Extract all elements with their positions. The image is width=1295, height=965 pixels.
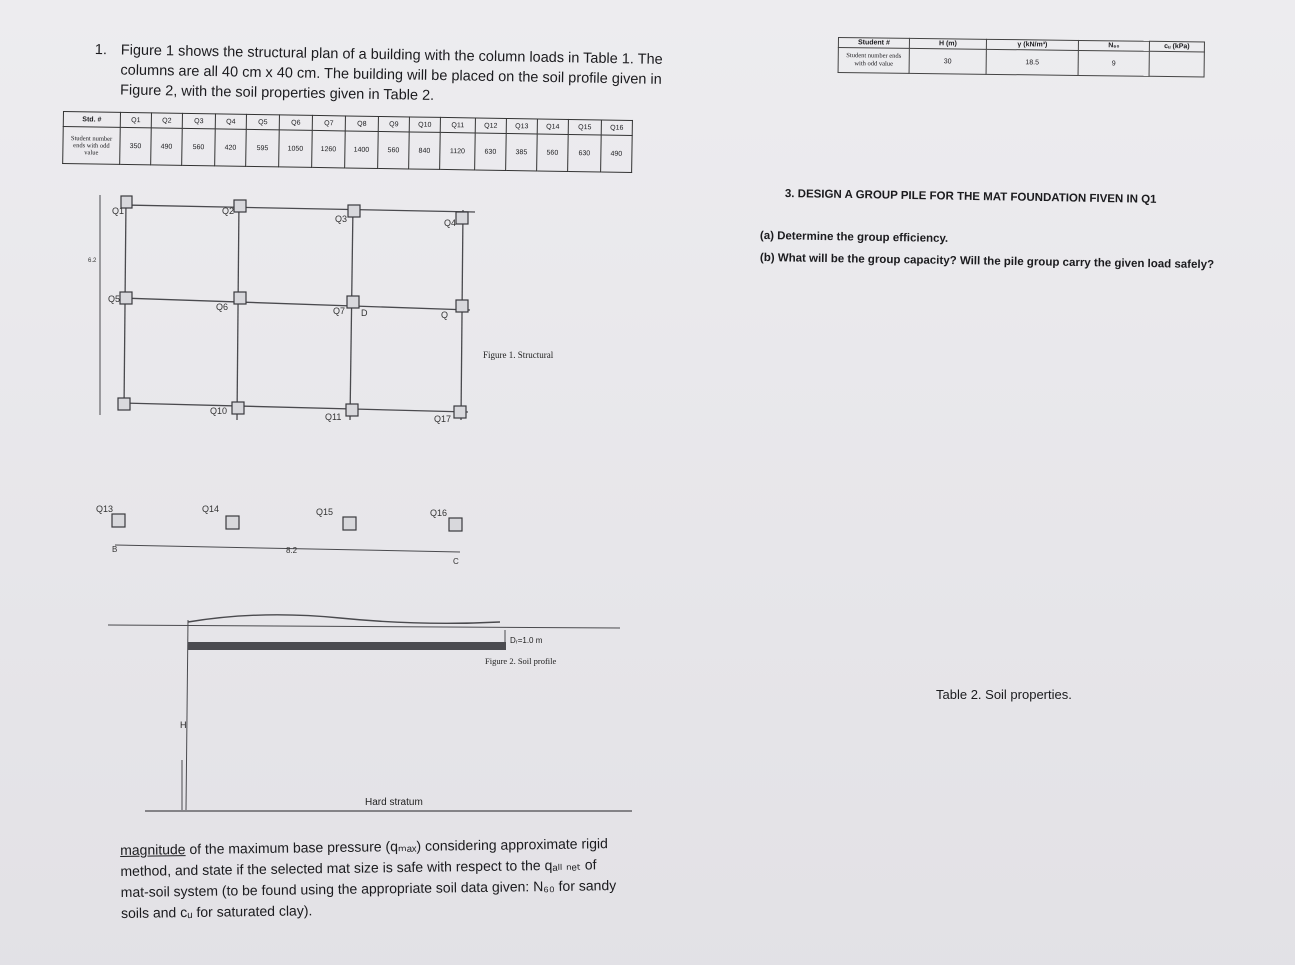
table-2-header: γ (kN/m³) <box>986 39 1078 50</box>
table-1-cell: 350 <box>120 127 152 164</box>
grid-line <box>237 200 239 420</box>
question-number: 1. <box>94 41 108 59</box>
table-1-cell: 560 <box>182 128 216 166</box>
bottom-line-3: mat-soil system (to be found using the appropriate soil data given: N₆₀ for sandy <box>120 877 617 900</box>
bottom-text <box>120 832 661 924</box>
column-marker <box>348 205 360 217</box>
depth-label: Dᵣ=1.0 m <box>510 636 543 645</box>
marker-d: D <box>361 308 368 318</box>
table-2 <box>838 37 1205 77</box>
column-label: Q13 <box>96 504 114 514</box>
column-marker <box>120 292 132 304</box>
dimension-label: 8.2 <box>286 546 298 555</box>
table-1-header: Q8 <box>345 116 378 132</box>
table-2-value-row <box>838 48 1204 77</box>
h-label: H <box>180 720 187 730</box>
table-1-header: Q12 <box>475 118 506 133</box>
column-marker <box>226 516 239 529</box>
table-1-cell: 560 <box>378 131 410 168</box>
hard-stratum-label: Hard stratum <box>365 797 423 808</box>
marker-b: B <box>112 545 118 554</box>
table-1-cell: 560 <box>537 134 569 171</box>
table-1-header: Q9 <box>378 116 409 131</box>
table-1-cell: 1400 <box>345 131 379 169</box>
marker-c: C <box>453 557 459 566</box>
column-marker <box>118 398 130 410</box>
table-1-cell: 490 <box>601 135 633 172</box>
table-1-cell: 1050 <box>279 130 313 168</box>
underlined-word: magnitude <box>120 841 186 858</box>
column-marker <box>456 300 468 312</box>
column-label: Q4 <box>444 218 457 228</box>
column-marker <box>449 518 462 531</box>
column-label: Q <box>441 310 449 320</box>
table-1-cell: 630 <box>475 133 507 170</box>
column-label: Q17 <box>434 414 452 424</box>
column-label: Q14 <box>202 504 220 514</box>
table-1-cell: 420 <box>215 129 247 166</box>
grid-line <box>461 210 463 420</box>
question-3b: (b) What will be the group capacity? Will the pile group carry the given load safely? <box>759 252 1215 272</box>
column-label: Q7 <box>333 306 346 316</box>
table-2-header: Student # <box>838 38 909 49</box>
column-marker <box>112 514 125 527</box>
table-1-header: Q10 <box>409 117 440 132</box>
column-marker <box>346 404 358 416</box>
table-2-row-label: Student number ends with odd value <box>838 48 909 74</box>
table-1-row-label: Student number ends with odd value <box>63 127 121 165</box>
column-label: Q5 <box>108 294 121 304</box>
question-3-title: 3. DESIGN A GROUP PILE FOR THE MAT FOUNDATION FIVEN IN Q1 <box>784 188 1157 206</box>
table-1-header: Q4 <box>215 114 246 129</box>
column-marker <box>456 212 468 224</box>
mat-foundation <box>188 642 506 650</box>
table-1-header: Q5 <box>246 114 279 130</box>
table-1-cell: 630 <box>568 134 602 172</box>
question-3a: (a) Determine the group efficiency. <box>759 230 949 245</box>
table-1-header: Q14 <box>537 119 568 134</box>
column-label: Q11 <box>325 412 342 422</box>
column-label: Q1 <box>112 206 125 216</box>
column-label: Q3 <box>335 214 348 224</box>
table-1-header-std: Std. # <box>63 112 120 128</box>
dimension-left-label: 6.2 <box>88 258 97 264</box>
table-1-header: Q7 <box>312 115 345 131</box>
figure-2-caption: Figure 2. Soil profile <box>485 656 557 666</box>
grid-line <box>122 403 468 412</box>
table-1-cell: 385 <box>506 133 538 170</box>
grid-line <box>122 298 470 310</box>
table-1-header: Q1 <box>120 112 151 127</box>
table-1-cell: 840 <box>409 132 441 169</box>
figure-2-soil-profile <box>0 600 700 830</box>
table-1-cell: 1120 <box>440 132 476 170</box>
column-label: Q2 <box>222 206 235 216</box>
table-2-header: cᵤ (kPa) <box>1149 41 1204 52</box>
column-label: Q15 <box>316 507 334 517</box>
grid-line <box>350 205 353 420</box>
column-marker <box>454 406 466 418</box>
table-1-header: Q15 <box>568 119 601 135</box>
table-1-header: Q2 <box>151 113 182 128</box>
column-marker <box>347 296 359 308</box>
table-2-header: N₆₀ <box>1078 40 1149 51</box>
bottom-line-1-rest: of the maximum base pressure (qₘₐₓ) considering approximate rigid <box>185 835 608 858</box>
table-2-cell: 30 <box>909 48 986 74</box>
bottom-line-4: soils and cᵤ for saturated clay). <box>120 902 313 921</box>
table-2-caption: Table 2. Soil properties. <box>936 687 1072 702</box>
figure-1-structural-plan <box>0 0 700 600</box>
column-marker <box>234 292 246 304</box>
table-2-cell: 18.5 <box>986 49 1078 75</box>
grid-line <box>124 200 126 410</box>
table-1-header: Q3 <box>182 113 215 129</box>
question-1-text: Figure 1 shows the structural plan of a building with the column loads in Table 1. The columns are all 40 cm x 40 cm. The building will be placed on the soil profile given in Figure 2, with the soil properties given in Table 2. <box>119 42 663 104</box>
table-1-header: Q13 <box>506 118 537 133</box>
table-1-cell: 1260 <box>312 130 346 168</box>
figure-1-caption: Figure 1. Structural <box>483 350 554 360</box>
grid-line <box>124 205 475 212</box>
table-2-cell <box>1149 51 1204 77</box>
table-2-cell: 9 <box>1078 50 1149 76</box>
column-label: Q6 <box>216 302 229 312</box>
column-marker <box>343 517 356 530</box>
table-1-cell: 595 <box>246 129 280 167</box>
table-1-header: Q11 <box>440 117 475 133</box>
column-marker <box>234 200 246 212</box>
table-1-header: Q16 <box>601 120 632 135</box>
table-1-cell: 490 <box>151 128 183 165</box>
table-1-header: Q6 <box>279 115 312 131</box>
column-label: Q10 <box>210 406 228 416</box>
column-label: Q16 <box>430 508 448 518</box>
column-marker <box>232 402 244 414</box>
table-2-header: H (m) <box>909 38 986 49</box>
bottom-line-2: method, and state if the selected mat size is safe with respect to the qₐₗₗ ₙₑₜ of <box>120 856 597 879</box>
